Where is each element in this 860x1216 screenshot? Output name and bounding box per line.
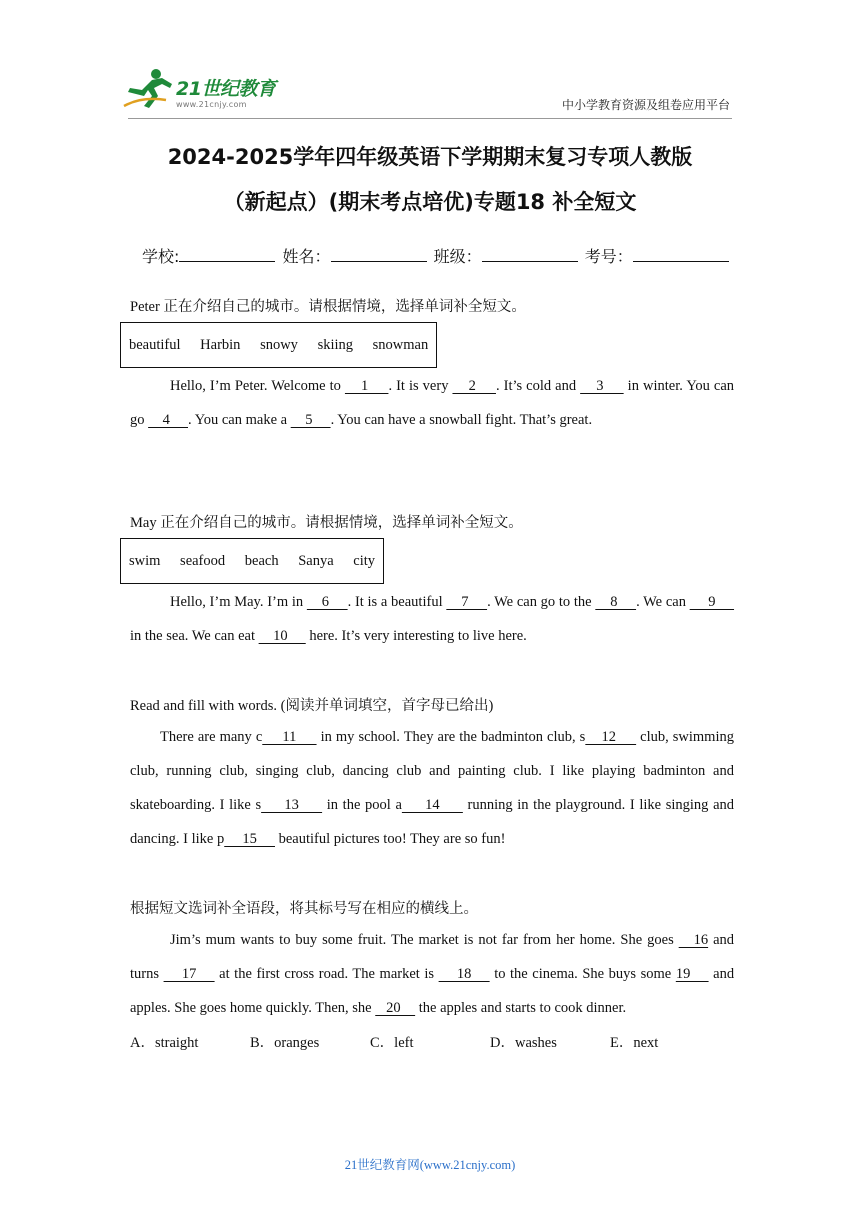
- option-b: B．oranges: [250, 1035, 320, 1051]
- option-c: C．left: [370, 1035, 414, 1051]
- exam-no-field[interactable]: [633, 245, 729, 262]
- exam-no-label: 考号：: [584, 247, 633, 266]
- blank-6[interactable]: 6: [306, 594, 348, 610]
- blank-18[interactable]: 18: [438, 966, 490, 982]
- section1-instruction: Peter 正在介绍自己的城市。请根据情境，选择单词补全短文。: [130, 299, 526, 315]
- blank-3[interactable]: 3: [580, 378, 624, 394]
- blank-15[interactable]: 15: [224, 831, 275, 847]
- name-label: 姓名：: [282, 247, 331, 266]
- blank-13[interactable]: 13: [261, 797, 323, 813]
- section3-instruction: Read and fill with words. (阅读并单词填空，首字母已给出): [130, 698, 494, 714]
- blank-5[interactable]: 5: [290, 412, 331, 428]
- page-title-line2: （新起点）(期末考点培优)专题18 补全短文: [223, 190, 637, 214]
- name-field[interactable]: [331, 245, 427, 262]
- platform-label: 中小学教育资源及组卷应用平台: [561, 98, 730, 112]
- logo-url: www.21cnjy.com: [176, 100, 247, 109]
- word-option: Sanya: [298, 553, 334, 569]
- blank-11[interactable]: 11: [262, 729, 317, 745]
- blank-17[interactable]: 17: [163, 966, 215, 982]
- class-field[interactable]: [482, 245, 578, 262]
- blank-12[interactable]: 12: [585, 729, 637, 745]
- word-option: seafood: [180, 553, 226, 569]
- blank-10[interactable]: 10: [258, 628, 306, 644]
- section2-passage: Hello, I’m May. I’m in 6 . It is a beautiful 7 . We can go to the 8 . We can 9 in the sea. We can eat 10 here. It’s very interesting to live here.: [130, 594, 735, 644]
- class-label: 班级：: [433, 247, 482, 266]
- header-divider: [128, 118, 732, 119]
- blank-4[interactable]: 4: [148, 412, 188, 428]
- page-footer[interactable]: 21世纪教育网(www.21cnjy.com): [344, 1158, 516, 1172]
- brand-logo: [122, 66, 292, 114]
- student-info-row: [142, 244, 731, 267]
- section2-word-bank: [120, 538, 384, 584]
- word-option: snowman: [372, 337, 429, 353]
- blank-1[interactable]: 1: [344, 378, 389, 394]
- word-option: beautiful: [129, 337, 181, 353]
- word-option: city: [353, 553, 376, 569]
- section4-options: [130, 1031, 730, 1052]
- blank-2[interactable]: 2: [452, 378, 496, 394]
- word-option: snowy: [260, 337, 298, 353]
- blank-14[interactable]: 14: [401, 797, 463, 813]
- section3-passage: There are many c 11 in my school. They are the badminton club, s 12 club, swimming club, running club, singing club, dancing club and painting club. I like playing badminton and skateboarding. I like s 13 in the pool a 14 running in the playground. I like singing and dancing. I like p 15 beautiful pictures too! They are so fun!: [130, 729, 735, 847]
- section4-instruction: 根据短文选词补全语段，将其标号写在相应的横线上。: [130, 901, 478, 917]
- school-field[interactable]: [179, 245, 275, 262]
- school-label: 学校:: [142, 247, 180, 266]
- option-e: E．next: [610, 1035, 659, 1051]
- blank-19[interactable]: 19: [675, 966, 709, 982]
- option-d: D．washes: [490, 1035, 557, 1051]
- word-option: skiing: [317, 337, 354, 353]
- page-header: [0, 0, 860, 120]
- word-option: swim: [129, 553, 161, 569]
- section2-instruction: May 正在介绍自己的城市。请根据情境，选择单词补全短文。: [130, 515, 523, 531]
- blank-20[interactable]: 20: [375, 1000, 416, 1016]
- word-option: Harbin: [200, 337, 241, 353]
- runner-icon: [122, 66, 176, 110]
- blank-16[interactable]: 16: [678, 932, 709, 948]
- blank-7[interactable]: 7: [446, 594, 488, 610]
- blank-8[interactable]: 8: [595, 594, 637, 610]
- logo-text: 21世纪教育: [176, 78, 276, 100]
- section1-word-bank: [120, 322, 437, 368]
- word-option: beach: [244, 553, 279, 569]
- page-title-line1: 2024-2025学年四年级英语下学期期末复习专项人教版: [167, 145, 693, 169]
- section4-passage: Jim’s mum wants to buy some fruit. The market is not far from her home. She goes 16 and turns 17 at the first cross road. The market is 18 to the cinema. She buys some 19 and apples. She goes home quickly. Then, she 20 the apples and starts to cook dinner.: [130, 932, 735, 1016]
- section1-passage: Hello, I’m Peter. Welcome to 1 . It is very 2 . It’s cold and 3 in winter. You can go 4 . You can make a 5 . You can have a snowball fight. That’s great.: [130, 378, 734, 428]
- blank-9[interactable]: 9: [689, 594, 735, 610]
- option-a: A．straight: [130, 1035, 199, 1051]
